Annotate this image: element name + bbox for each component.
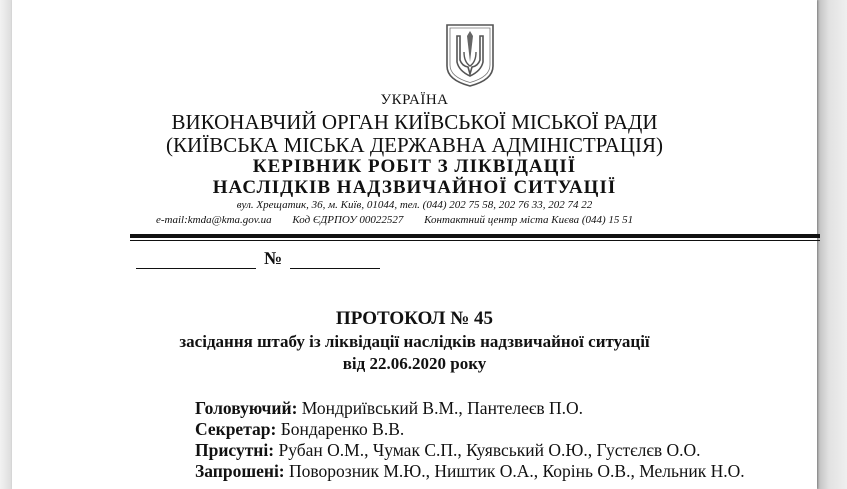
participant-value: Бондаренко В.В. (276, 419, 405, 439)
participant-label: Запрошені: (195, 461, 285, 481)
protocol-title: ПРОТОКОЛ № 45 (335, 308, 494, 329)
protocol-date: від 22.06.2020 року (342, 354, 487, 373)
email-text: e-mail:kmda@kma.gov.ua (156, 214, 272, 226)
contact-row (156, 214, 796, 226)
protocol-subtitle: засідання штабу із ліквідації наслідків надзвичайної ситуації (179, 332, 650, 351)
participant-row-invited (195, 461, 745, 482)
viewer-left-margin (0, 0, 12, 489)
number-blank (290, 250, 380, 269)
viewer-right-shadow (817, 0, 847, 489)
country-title: УКРАЇНА (380, 92, 449, 108)
header-divider-thin (130, 240, 820, 241)
participant-value: Мондриївський В.М., Пантелеєв П.О. (297, 398, 584, 418)
participant-label: Головуючий: (195, 398, 298, 418)
organization-line-1: ВИКОНАВЧИЙ ОРГАН КИЇВСЬКОЇ МІСЬКОЇ РАДИ (171, 110, 658, 134)
authority-line-2: НАСЛІДКІВ НАДЗВИЧАЙНОЇ СИТУАЦІЇ (212, 177, 617, 198)
participant-label: Секретар: (195, 419, 277, 439)
number-sign: № (264, 248, 283, 268)
contact-center: Контактний центр міста Києва (044) 15 51 (424, 214, 634, 226)
authority-line-1: КЕРІВНИК РОБІТ З ЛІКВІДАЦІЇ (252, 156, 577, 177)
participant-row-secretary (195, 419, 745, 440)
participant-row-present (195, 440, 745, 461)
participant-row-chair (195, 398, 745, 419)
coat-of-arms-trident-icon (444, 22, 496, 88)
participant-value: Рубан О.М., Чумак С.П., Куявський О.Ю., Густєлєв О.О. (274, 440, 701, 460)
document-page (12, 0, 817, 489)
edrpou-code: Код ЄДРПОУ 00022527 (292, 214, 404, 226)
participant-label: Присутні: (195, 440, 275, 460)
address-line: вул. Хрещатик, 36, м. Київ, 01044, тел. (044) 202 75 58, 202 76 33, 202 74 22 (236, 199, 593, 211)
reference-line (136, 248, 380, 269)
date-blank (136, 250, 256, 269)
participants-list (195, 398, 745, 482)
organization-line-2: (КИЇВСЬКА МІСЬКА ДЕРЖАВНА АДМІНІСТРАЦІЯ) (166, 133, 663, 157)
header-divider-thick (130, 234, 820, 238)
participant-value: Поворозник М.Ю., Ништик О.А., Корінь О.В., Мельник Н.О. (284, 461, 745, 481)
